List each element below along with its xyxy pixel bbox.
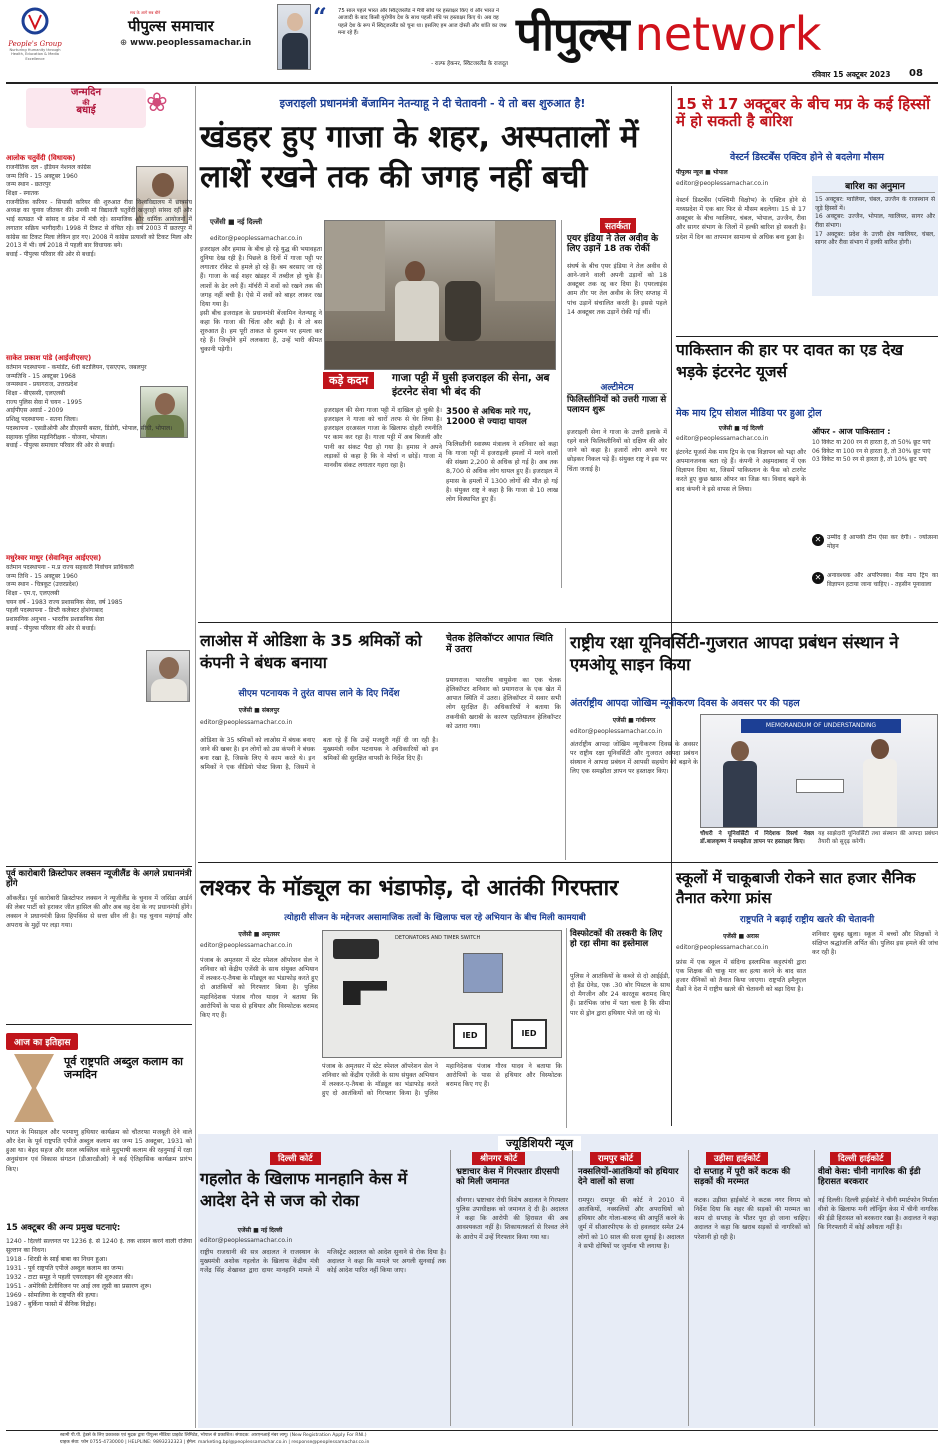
c5-text: नई दिल्ली। दिल्ली हाईकोर्ट ने चीनी स्मार्टफोन निर्माता वीवो के खिलाफ मनी लॉन्ड्रिंग केस में चीनी नागरिक की ईडी हिरासत को बरकरार रखा है। अदालत ने कहा कि गिरफ्तारी में कोई अवैधता नहीं है।	[818, 1197, 938, 1232]
satarkata-text: संघर्ष के बीच एयर इंडिया ने तेल अवीव से आने-जाने वाली अपनी उड़ानों को 18 अक्टूबर तक रद्द कर दिया है। एयरलाइंस आम तौर पर तेल अवीव के लिए सप्ताह में पांच उड़ानें संचालित करती है। इससे पहले 14 अक्टूबर तक उड़ानें रोकी गई थीं।	[567, 263, 667, 316]
terror-byline	[200, 930, 318, 949]
france-email: editor@peoplessamachar.co.in	[676, 944, 769, 951]
c5-headline: वीवो केस: चीनी नागरिक की ईडी हिरासत बरकरार	[818, 1167, 921, 1187]
c3-headline: नक्सलियों-आतंकियों को हथियार देने वालों को सजा	[578, 1167, 679, 1187]
gaza-caption: गाजा पट्टी में घुसी इजराइल की सेना, अब इंटरनेट सेवा भी बंद की	[392, 372, 550, 399]
person2-text: वर्तमान पदस्थापना - कमांडेंट, 6वीं बटालियन, एसएएफ, जबलपुर जन्मतिथि - 15 अक्टूबर 1968 जन्मस्थान - प्रयागराज, उत्तरप्रदेश शिक्षा - बीएससी, एलएलबी राज्य पुलिस सेवा में चयन - 1995 आईपीएस अवार्ड - 2009 प्रशिक्षु पदस्थापना - सतना जिला। पदस्थापना - एसडीओपी और डीएसपी बस्तर, डिंडोरी, भोपाल, सीधी, भोपाल। सहायक पुलिस महानिरीक्षक - योजना, भोपाल। बधाई - पीपुल्स समाचार परिवार की ओर से बधाई।	[6, 364, 173, 450]
person1-text: राजनीतिक दल - इंडियन नेशनल कांग्रेस जन्म तिथि - 15 अक्टूबर 1960 जन्म स्थान - छतरपुर शिक्षा - स्नातक राजनीतिक करियर - सियासी करियर की शुरुआत रीवा विश्वविद्यालय में छात्रसंघ अध्यक्ष का चुनाव जीतकर की। उनकी मां विद्यावती चतुर्वेदी खजुराहो सांसद रहीं और भाई सत्यव्रत भी सांसद व प्रदेश में मंत्री रहे। सामाजिक और धार्मिक आयोजनों में लगातार सक्रिय भागीदारी। 1998 में टिकट से वंचित रहे। वर्ष 2003 में छतरपुर में कांग्रेस का टिकट मिला लेकिन हार गए। 2008 में कांग्रेस प्रत्याशी को टिकट मिला और 2013 में भी। वर्ष 2018 में पहली बार विधायक बने। बधाई - पीपुल्स परिवार की ओर से बधाई।	[6, 164, 192, 258]
page-title	[516, 2, 936, 66]
court-tag-1: दिल्ली कोर्ट	[270, 1152, 321, 1165]
c1-headline: गहलोत के खिलाफ मानहानि केस में आदेश देने से जज को रोका	[200, 1169, 408, 1211]
events-list: 1240 - दिल्ली सल्तनत पर 1236 ई. से 1240 ई. तक शासन करने वाली रजिया सुल्तान का निधन। 1918 - शिरडी के साईं बाबा का निधन हुआ। 1931 - पूर्व राष्ट्रपति एपीजे अब्दुल कलाम का जन्म। 1932 - टाटा समूह ने पहली एयरलाइन की शुरुआत की। 1951 - अमेरिकी टेलीविजन पर आई लव लूसी का प्रसारण शुरू। 1969 - सोमालिया के राष्ट्रपति की हत्या। 1987 - बुर्किना फासो में सैनिक विद्रोह।	[6, 1238, 192, 1308]
history-text: भारत के मिसाइल और परमाणु हथियार कार्यक्रम को चौतरफा मजबूती देने वाले और देश के पूर्व राष्ट्रपति एपीजे अब्दुल कलाम का जन्म 15 अक्टूबर, 1931 को हुआ था। बेहद सहज और सरल व्यक्तित्व वाले मुदुभाषी कलाम की रहनुमाई में रक्षा अनुसंधान एवं विकास संगठन (डीआरडीओ) ने कई ऐतिहासिक कार्यक्रम प्रारंभ किए।	[6, 1129, 192, 1173]
ambassador-photo	[277, 4, 311, 70]
terror-byline-text: एजेंसी ■ अमृतसर	[238, 931, 280, 938]
tweet-1-text: उम्मीद है आपकी टीम ऐसा कर देगी। - ज्योत्सना मोहन	[827, 534, 938, 550]
satarkata-label: सतर्कता	[600, 218, 636, 233]
france-byline	[676, 932, 806, 951]
france-text: फ्रांस में एक स्कूल में संदिग्ध इस्लामिक कट्टरपंथी द्वारा एक शिक्षक की चाकू मार कर हत्या करने के बाद सात हजार सैनिकों को तैनात किया जाएगा। राष्ट्रपति इमैनुएल मैक्रों ने देश में राष्ट्रीय खतरे की चेतावनी को बढ़ा दिया है।	[676, 959, 806, 994]
person1-name: आलोक चतुर्वेदी (विधायक)	[6, 154, 76, 162]
mou-photo	[700, 714, 938, 828]
luxon-news	[6, 870, 192, 1020]
c1-byline	[200, 1226, 320, 1244]
lead-headline: खंडहर हुए गाजा के शहर, अस्पतालों में लाशें रखने तक की जगह नहीं बची	[200, 119, 639, 196]
mou-banner: MEMORANDUM OF UNDERSTANDING	[741, 719, 901, 733]
footer-line-1: स्वामी पी.पी. ट्रेडर्स के लिए प्रकाशक एवं मुद्रक द्वारा पीपुल्स मीडिया प्राइवेट लिमिटेड, भोपाल से प्रकाशित। संपादक: आरएनआई नंबर लागू। (New Registration Apply For RNI.)	[60, 1433, 367, 1438]
france-text-2: शनिवार सुबह खुला। स्कूल में बच्चों और शिक्षकों ने संक्षिप्त श्रद्धांजलि अर्पित की। पुलिस इस हमले की जांच कर रही है।	[812, 931, 938, 957]
weather-byline	[676, 168, 806, 187]
tweet-2	[812, 572, 938, 626]
quote-author: - राल्फ हेकनर, स्विटजरलैंड के राजदूत	[431, 61, 508, 67]
laos-byline-text: एजेंसी ■ संबलपुर	[238, 707, 280, 714]
website	[120, 38, 270, 48]
casualty-text: फिलिस्तीनी स्वास्थ्य मंत्रालय ने शनिवार को कहा कि गाजा पट्टी में इजराइली हमलों में मरने वालों की संख्या 2,200 से अधिक हो गई है। अब तक 8,700 से अधिक लोग घायल हुए हैं। इजराइल में हमास के हमलों में 1300 लोगों की मौत हो गई है। संयुक्त राष्ट्र ने कहा है कि गाजा से 10 लाख लोग विस्थापित हुए हैं।	[446, 441, 558, 503]
x-logo-icon: ✕	[812, 534, 824, 546]
quote-text: 75 साल पहले भारत और स्विट्जरलैंड ने मैत्री संधि पर हस्ताक्षर किए थे और भारत ने आजादी के बाद किसी यूरोपीय देश के साथ पहली संधि पर हस्ताक्षर किए थे। अब वह पहले देश के रूप में स्विट्जरलैंड को चुना था। इसलिए हम आज दोस्ती और शांति का जश्न मना रहे हैं।	[338, 8, 507, 37]
rain-box-text: 15 अक्टूबर: ग्वालियर, चंबल, उज्जैन के राजस्थान से जुड़े हिस्सों में। 16 अक्टूबर: उज्जैन, भोपाल, ग्वालियर, सागर और रीवा संभाग। 17 अक्टूबर: प्रदेश के उत्तरी क्षेत्र ग्वालियर, चंबल, सागर और रीवा संभाग में हल्की बारिश होगी।	[815, 196, 935, 247]
offer-title: ऑफर - आज पाकिस्तान :	[812, 427, 891, 436]
casualty-head: 3500 से अधिक मारे गए, 12000 से ज्यादा घायल	[446, 407, 532, 427]
lead-byline	[210, 218, 322, 242]
footer-line-2: ग्राहक सेवा: फोन 0755-4730000 | HELPLINE: 9893232323 | ईमेल: marketing.bpl@peoplessamachar.co.in | response@peoplessamachar.co.in	[60, 1440, 370, 1445]
birthday-h1: जन्मदिन	[70, 87, 102, 98]
laos-headline: लाओस में ओडिशा के 35 श्रमिकों को कंपनी ने बंधक बनाया	[200, 631, 422, 673]
pak-headline: पाकिस्तान की हार पर दावत का एड देख भड़के इंटरनेट यूजर्स	[676, 341, 904, 381]
weather-email: editor@peoplessamachar.co.in	[676, 180, 769, 187]
nfsu-byline	[570, 716, 698, 735]
weapons-photo	[322, 930, 562, 1058]
group-logo-icon	[20, 6, 50, 36]
c1-text: राष्ट्रीय राजधानी की सत्र अदालत ने राजस्थान के मुख्यमंत्री अशोक गहलोत के खिलाफ केंद्रीय मंत्री गजेंद्र सिंह शेखावत द्वारा दायर मानहानि मामले में मजिस्ट्रेट अदालत को आदेश सुनाने से रोक दिया है। अदालत ने कहा कि मामले पर अगली सुनवाई तक कोई आदेश पारित नहीं किया जाए।	[200, 1249, 446, 1275]
satarkata-head: एयर इंडिया ने तेल अवीव के लिए उड़ानें 18 तक रोकीं	[567, 234, 659, 255]
lead-byline-text: एजेंसी ■ नई दिल्ली	[210, 218, 263, 226]
person3-text: वर्तमान पदस्थापना - म.प्र राज्य सहकारी निर्वाचन प्राधिकारी जन्म तिथि - 15 अक्टूबर 1960 जन्म स्थान - चित्रकूट (उत्तरप्रदेश) शिक्षा - एम.ए, एलएलबी चयन वर्ष - 1983 राज्य प्रशासनिक सेवा, वर्ष 1985 पहली पदस्थापना - डिप्टी कलेक्टर होशंगाबाद प्रशासनिक अनुभव - भारतीय प्रशासनिक सेवा बधाई - पीपुल्स परिवार की ओर से बधाई।	[6, 564, 134, 632]
photo-label: DETONATORS AND TIMER SWITCH	[395, 935, 481, 941]
nfsu-headline: राष्ट्रीय रक्षा यूनिवर्सिटी-गुजरात आपदा प्रबंधन संस्थान ने एमओयू साइन किया	[570, 633, 899, 675]
brand-tag: सच के आगे सब बौने	[130, 10, 161, 15]
france-headline: स्कूलों में चाकूबाजी रोकने सात हजार सैनिक तैनात करेगा फ्रांस	[676, 869, 916, 908]
page-number: 08	[909, 68, 923, 79]
nfsu-byline-text: एजेंसी ■ गांधीनगर	[612, 717, 656, 724]
gaza-photo	[324, 220, 556, 370]
c2-headline: भ्रष्टाचार केस में गिरफ्तार डीएसपी को मिली जमानत	[456, 1167, 560, 1187]
nfsu-caption: चौधरी ने यूनिवर्सिटी में निदेशक रिसर्च नेवल डॉ.बालकृष्ण ने समझौता ज्ञापन पर हस्ताक्षर किए।	[700, 831, 814, 846]
birthday-h2: की	[82, 97, 90, 107]
history-box	[6, 1030, 192, 1440]
lead-body-mid: इजराइल की सेना गाजा पट्टी में दाखिल हो चुकी है। इजराइल ने गाजा को चारों तरफ से घेर लिया है। इजराइल दरअसल गाजा के खिलाफ दोहरी रणनीति पर काम कर रहा है। गाजा पट्टी में अब बिजली और पानी का संकट पैदा हो गया है। हमास ने अपने लड़ाकों से कहा है कि वे मोर्चा न छोड़ें। गाजा में मानवीय संकट लगातार गहरा रहा है।	[324, 407, 442, 469]
events-title: 15 अक्टूबर की अन्य प्रमुख घटनाएं:	[6, 1223, 121, 1233]
ultimatum-label: अल्टीमेटम	[567, 380, 667, 394]
group-tagline: Nurturing Humanity through Health, Education & Media Excellence	[9, 48, 61, 61]
lead-email: editor@peoplessamachar.co.in	[210, 235, 303, 242]
rain-box-title: बारिश का अनुमान	[815, 179, 935, 193]
luxon-headline: पूर्व कारोबारी क्रिस्टोफर लक्सन न्यूजीलैंड के अगले प्रधानमंत्री होंगे	[6, 869, 192, 889]
c1-email: editor@peoplessamachar.co.in	[200, 1237, 293, 1244]
birthday-h3: बधाई	[76, 104, 96, 116]
court-tag-4: उड़ीसा हाईकोर्ट	[706, 1152, 768, 1165]
c3-text: रामपुर। रामपुर की कोर्ट ने 2010 में आतंकियों, नक्सलियों और अपराधियों को हथियार और गोला-बारूद की आपूर्ति करने के जुर्म में सीआरपीएफ के दो हवलदार समेत 24 लोगों को 10 साल की सजा सुनाई है। अदालत ने सभी दोषियों पर जुर्माना भी लगाया है।	[578, 1197, 684, 1250]
pak-text: इंटरनेट यूजर्स मेक माय ट्रिप के एक विज्ञापन को भद्दा और अपमानजनक बता रहे हैं। कंपनी ने अहमदाबाद में एक विज्ञापन दिया था, जिसमें पाकिस्तान के फैंस को टारगेट करते हुए कुछ खास ऑफर का जिक्र था। विवाद बढ़ने के बाद कंपनी ने इसे वापस ले लिया।	[676, 449, 806, 493]
lead-kicker: इजराइली प्रधानमंत्री बेंजामिन नेतन्याहू ने दी चेतावनी - ये तो बस शुरुआत है!	[279, 97, 586, 110]
court-tag-3: रामपुर कोर्ट	[590, 1152, 641, 1165]
weather-headline: 15 से 17 अक्टूबर के बीच मप्र के कई हिस्सों में हो सकती है बारिश	[676, 95, 931, 131]
nfsu-text: अंतर्राष्ट्रीय आपदा जोखिम न्यूनीकरण दिवस के अवसर पर राष्ट्रीय रक्षा यूनिवर्सिटी और गुजरात आपदा प्रबंधन संस्थान ने आपदा प्रबंधन में आपसी सहयोग को बढ़ाने के लिए एक समझौता ज्ञापन पर हस्ताक्षर किए।	[570, 741, 698, 776]
nfsu-email: editor@peoplessamachar.co.in	[570, 728, 663, 735]
ultimatum-text: इजराइली सेना ने गाजा के उत्तरी इलाके में रहने वाले फिलिस्तीनियों को दक्षिण की ओर जाने को कहा है। हजारों लोग अपने घर छोड़कर निकल पड़े हैं। संयुक्त राष्ट्र ने इस पर चिंता जताई है।	[567, 429, 667, 473]
terror-side-text: पुलिस ने आतंकियों के कब्जे से दो आईईडी, दो हैंड ग्रेनेड, एक .30 बोर पिस्टल के साथ दो मैगजीन और 24 कारतूस बरामद किए हैं। प्रारंभिक जांच में पता चला है कि सीमा पार से ड्रोन द्वारा हथियार भेजे जा रहे थे।	[570, 973, 670, 1017]
luxon-text: ऑकलैंड। पूर्व कारोबारी क्रिस्टोफर लक्सन ने न्यूजीलैंड के चुनाव में जसिंडा आर्डर्न की लेबर पार्टी को हराकर जीत हासिल की और अब वह देश के नए प्रधानमंत्री होंगे। लक्सन ने प्रधानमंत्री क्रिस हिपकिंस से सत्ता छीन ली है। यह चुनाव महंगाई और अपराध के मुद्दों पर लड़ा गया।	[6, 894, 192, 929]
terror-email: editor@peoplessamachar.co.in	[200, 942, 293, 949]
offer-box	[812, 426, 938, 530]
terror-headline: लश्कर के मॉड्यूल का भंडाफोड़, दो आतंकी गिरफ्तार	[200, 876, 619, 901]
court-tag-5: दिल्ली हाईकोर्ट	[830, 1152, 891, 1165]
tweet-1	[812, 534, 938, 570]
pak-sub: मेक माय ट्रिप सोशल मीडिया पर हुआ ट्रोल	[676, 408, 822, 419]
ultimatum-head: फिलिस्तीनियों को उत्तरी गाजा से पलायन शुरू	[567, 395, 667, 415]
flower-icon: ❀	[146, 88, 168, 118]
page-title-eng: network	[634, 7, 822, 61]
nfsu-sub: अंतर्राष्ट्रीय आपदा जोखिम न्यूनीकरण दिवस के अवसर पर की पहल	[570, 698, 800, 709]
france-sub: राष्ट्रपति ने बढ़ाई राष्ट्रीय खतरे की चेतावनी	[739, 915, 875, 925]
c1-byline-text: एजेंसी ■ नई दिल्ली	[237, 1227, 283, 1234]
birthday-heading	[26, 88, 146, 128]
kade-kadam-label: कड़े कदम	[323, 372, 374, 389]
quote-mark-icon: “	[313, 2, 327, 31]
court-tag-2: श्रीनगर कोर्ट	[472, 1152, 525, 1165]
hourglass-icon	[14, 1054, 54, 1122]
terror-side-head: विस्फोटकों की तस्करी के लिए हो रहा सीमा का इस्तेमाल	[570, 929, 663, 949]
rain-forecast-box	[812, 176, 938, 296]
france-byline-text: एजेंसी ■ अरास	[723, 933, 759, 940]
ied-label-2: IED	[511, 1019, 547, 1049]
x-logo-icon-2: ✕	[812, 572, 824, 584]
globe-icon: ⊕	[120, 38, 131, 48]
tweet-2-text: अनावश्यक और अपरिपक्व। मैक माय ट्रिप का विज्ञापन हटाया जाना चाहिए। - तहसीन पूनावाला	[827, 572, 938, 588]
pak-byline	[676, 424, 806, 442]
terror-text: पंजाब के अमृतसर में स्टेट स्पेशल ऑपरेशन सेल ने शनिवार को केंद्रीय एजेंसी के साथ संयुक्त अभियान में लश्कर-ए-तैयबा के मॉड्यूल का भंडाफोड़ करते हुए दो आतंकियों को गिरफ्तार किया है। पुलिस महानिदेशक पंजाब गौरव यादव ने बताया कि आरोपियों के पास से हथियार और विस्फोटक बरामद किए गए हैं।	[200, 957, 318, 1019]
laos-email: editor@peoplessamachar.co.in	[200, 719, 293, 726]
laos-sub: सीएम पटनायक ने तुरंत वापस लाने के दिए निर्देश	[238, 689, 400, 699]
group-name: People's Group	[8, 40, 62, 48]
laos-byline	[200, 706, 318, 726]
ied-label-1: IED	[453, 1023, 487, 1049]
peoples-group-logo	[6, 6, 64, 76]
pak-byline-text: एजेंसी ■ नई दिल्ली	[718, 425, 764, 432]
c4-text: कटक। उड़ीसा हाईकोर्ट ने कटक नगर निगम को निर्देश दिया कि शहर की सड़कों की मरम्मत का काम दो सप्ताह के भीतर पूरा हो जाना चाहिए। अदालत ने कहा कि खराब सड़कों से नागरिकों को परेशानी हो रही है।	[694, 1197, 810, 1241]
weather-text: वेस्टर्न डिस्टर्बेंस (पश्चिमी विक्षोभ) के एक्टिव होने से मध्यप्रदेश में एक बार फिर से मौसम बदलेगा। 15 से 17 अक्टूबर के बीच ग्वालियर, चंबल, भोपाल, उज्जैन, रीवा और सागर संभाग के जिलों में हल्की बारिश हो सकती है। प्रदेश में दिन का तापमान सामान्य से अधिक बना हुआ है।	[676, 197, 806, 241]
terror-text-2	[322, 1062, 562, 1128]
history-title: पूर्व राष्ट्रपति अब्दुल कलाम का जन्मदिन	[64, 1055, 184, 1081]
c4-headline: दो सप्ताह में पूरी करें कटक की सड़कों की मरम्मत	[694, 1167, 791, 1187]
offer-text: 10 विकेट या 200 रन से हारता है, तो 50% छूट पाएं 06 विकेट या 100 रन से हारता है, तो 30% छूट पाएं 03 विकेट या 50 रन से हारता है, तो 10% छूट पाएं	[812, 439, 931, 464]
ambassador-quote	[338, 8, 508, 70]
nfsu-text2: यह साझेदारी यूनिवर्सिटी तथा संस्थान की आपदा प्रबंधन तैयारी को सुदृढ़ करेगी।	[818, 831, 938, 846]
lead-body-left: इजराइल और हमास के बीच हो रहे युद्ध की भयावहता दुनिया देख रही है। पिछले 8 दिनों में गाजा पट्टी पर लगातार रॉकेट से हमले हो रहे हैं। बम बरसाए जा रहे हैं। गाजा के कई शहर खंडहर में तब्दील हो चुके हैं। लाशों के ढेर लगे हैं। मॉर्चरी में शवों को रखने तक की जगह नहीं बची है। ऐसे में शवों को बाहर लाकर रख दिया गया है। इसी बीच इजराइल के प्रधानमंत्री बेंजामिन नेतन्याहू ने कहा कि गाजा की चिंता और बढ़ी है। ये तो बस शुरुआत है। हम पूरी ताकत से दुश्मन पर हमला कर रहे हैं। जिन्होंने हमें ललकारा है, उन्हें भारी कीमत चुकानी पड़ेगी।	[200, 246, 322, 354]
heli-headline: चेतक हेलिकॉप्टर आपात स्थिति में उतरा	[446, 633, 553, 655]
history-label: आज का इतिहास	[6, 1033, 78, 1050]
terror-text-cont: पंजाब के अमृतसर में स्टेट स्पेशल ऑपरेशन सेल ने शनिवार को केंद्रीय एजेंसी के साथ संयुक्त अभियान में लश्कर-ए-तैयबा के मॉड्यूल का भंडाफोड़ करते हुए दो आतंकियों को गिरफ्तार किया है। पुलिस महानिदेशक पंजाब गौरव यादव ने बताया कि आरोपियों के पास से हथियार और विस्फोटक बरामद किए गए हैं।	[322, 1063, 562, 1098]
brand-block	[120, 10, 270, 72]
c2-text: श्रीनगर। भ्रष्टाचार रोधी विशेष अदालत ने गिरफ्तार पुलिस उपाधीक्षक को जमानत दे दी है। अदालत ने कहा कि आरोपी की हिरासत की अब आवश्यकता नहीं है। शिकायतकर्ता से रिश्वत लेने के आरोप में उन्हें गिरफ्तार किया गया था।	[456, 1197, 568, 1241]
person2-name: साकेत प्रकाश पांडे (आईजीएसए)	[6, 354, 92, 362]
person3-name: मधुरेश्वर माथुर (सेवानिवृत आईएएस)	[6, 554, 102, 562]
birthday-column	[6, 86, 192, 866]
pak-email: editor@peoplessamachar.co.in	[676, 435, 769, 442]
judiciary-title: ज्यूडिशियरी न्यूज	[498, 1136, 581, 1151]
weather-sub: वेस्टर्न डिस्टर्बेंस एक्टिव होने से बदलेगा मौसम	[730, 152, 884, 163]
brand-name: पीपुल्स समाचार	[128, 17, 214, 35]
laos-text: ओडिशा के 35 श्रमिकों को लाओस में बंधक बनाए जाने की खबर है। इन लोगों को उस कंपनी ने बंधक बना रखा है, जिसके लिए ये काम करते थे। इन श्रमिकों ने एक वीडियो पोस्ट किया है, जिसमें वे बता रहे हैं कि उन्हें मजदूरी नहीं दी जा रही है। मुख्यमंत्री नवीन पटनायक ने अधिकारियों को इन श्रमिकों की सुरक्षित वापसी के निर्देश दिए हैं।	[200, 737, 438, 772]
terror-sub: त्योहारी सीजन के मद्देनजर असामाजिक तत्वों के खिलाफ चल रहे अभियान के बीच मिली कामयाबी	[284, 913, 586, 923]
heli-text: प्रयागराज। भारतीय वायुसेना का एक चेतक हेलिकॉप्टर शनिवार को प्रयागराज के एक खेत में आपात स्थिति में उतरा। हेलिकॉप्टर में सवार सभी लोग सुरक्षित हैं। अधिकारियों ने बताया कि तकनीकी खराबी के कारण एहतियातन हेलिकॉप्टर को उतारा गया।	[446, 677, 561, 730]
issue-date: रविवार 15 अक्टूबर 2023	[812, 70, 891, 79]
website-text: www.peoplessamachar.in	[130, 38, 252, 48]
weather-byline-text: पीपुल्स न्यूज ■ भोपाल	[676, 169, 728, 176]
page-title-hindi: पीपुल्स	[516, 7, 629, 61]
